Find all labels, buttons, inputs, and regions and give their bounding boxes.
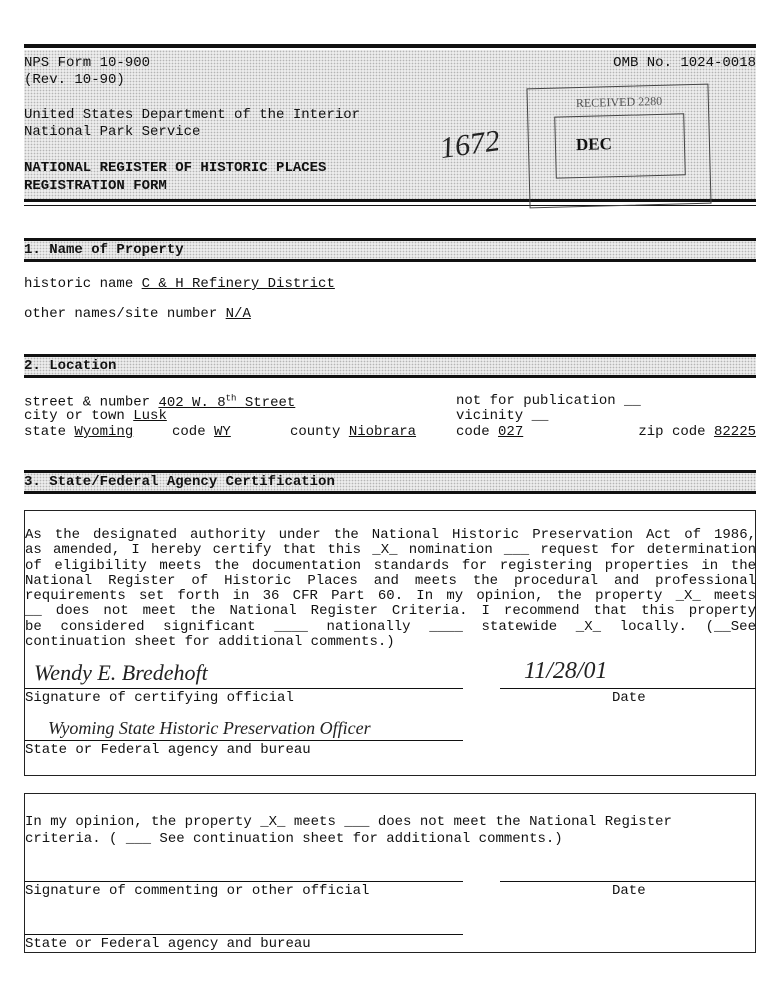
cert-line: __ does not meet the National Register Criteria. I recommend that this property <box>25 603 756 620</box>
commenting-date-label: Date <box>612 883 646 899</box>
certifying-date-handwritten: 11/28/01 <box>524 658 608 684</box>
service-name: National Park Service <box>24 124 201 140</box>
cert-line: as amended, I hereby certify that this _X_ nomination ___ request for determination <box>25 542 756 559</box>
section2-bottom-rule <box>24 375 756 378</box>
street-superscript: th <box>225 393 237 403</box>
zip-row <box>638 424 756 440</box>
street-label: street & number <box>24 394 151 411</box>
county-row <box>290 424 416 440</box>
commenting-date-line <box>500 881 756 882</box>
opinion-line1: In my opinion, the property _X_ meets ___ does not meet the National Register <box>25 814 672 830</box>
other-names-label: other names/site number <box>24 306 218 322</box>
zip-value: 82225 <box>713 424 756 440</box>
vicinity: vicinity __ <box>456 408 549 424</box>
stamp-date-text: DEC <box>575 134 613 155</box>
section1-bottom-rule <box>24 259 756 262</box>
city-row <box>24 408 167 424</box>
date-line <box>500 688 756 689</box>
state-code-label: code <box>172 424 206 440</box>
certification-text <box>25 528 756 650</box>
section2-heading: 2. Location <box>24 358 117 374</box>
opinion-line2: criteria. ( ___ See continuation sheet for additional comments.) <box>25 831 563 847</box>
certifying-date-label: Date <box>612 690 646 706</box>
county-label: county <box>290 424 341 440</box>
zip-label: zip code <box>638 424 706 440</box>
agency-line <box>25 740 463 741</box>
state-code-row <box>172 424 231 440</box>
not-for-publication: not for publication __ <box>456 393 641 409</box>
form-title-line1: NATIONAL REGISTER OF HISTORIC PLACES <box>24 160 327 176</box>
state-code-value: WY <box>214 424 231 440</box>
header-top-rule <box>24 44 756 48</box>
cert-line: requirements set forth in 36 CFR Part 60. In my opinion, the property _X_ meets <box>25 588 756 605</box>
received-stamp <box>526 84 711 209</box>
certifying-signature: Wendy E. Bredehoft <box>34 660 208 685</box>
city-value: Lusk <box>133 408 167 424</box>
certifying-signature-label: Signature of certifying official <box>25 690 294 706</box>
cert-line: continuation sheet for additional comments.) <box>25 634 395 651</box>
stamp-inner-box <box>554 113 686 178</box>
county-code-label: code <box>456 424 490 440</box>
stamp-received-text: RECEIVED 2280 <box>575 93 663 111</box>
commenting-signature-line <box>25 881 463 882</box>
form-revision: (Rev. 10-90) <box>24 72 125 88</box>
other-names-row <box>24 306 251 322</box>
historic-name-row <box>24 276 335 292</box>
form-title-line2: REGISTRATION FORM <box>24 178 167 194</box>
commenting-agency-label: State or Federal agency and bureau <box>25 936 311 952</box>
city-label: city or town <box>24 408 125 424</box>
county-code-row <box>456 424 523 440</box>
section2-heading-band <box>24 357 756 375</box>
cert-line: of eligibility meets the documentation standards for registering properties in the <box>25 557 756 574</box>
omb-number: OMB No. 1024-0018 <box>613 55 756 71</box>
cert-line: As the designated authority under the National Historic Preservation Act of 1986, <box>25 527 756 543</box>
department-name: United States Department of the Interior <box>24 107 361 123</box>
section1-heading: 1. Name of Property <box>24 242 184 258</box>
section3-bottom-rule <box>24 491 756 494</box>
street-value: 402 W. 8th Street <box>158 393 296 411</box>
commenting-agency-line <box>25 934 463 935</box>
agency-label: State or Federal agency and bureau <box>25 742 311 758</box>
state-value: Wyoming <box>74 424 134 440</box>
state-row <box>24 424 133 440</box>
cert-line: be considered significant ____ nationally ____ statewide _X_ locally. (__See <box>25 618 756 635</box>
handwritten-reference-number: 1672 <box>437 123 502 166</box>
signature-line <box>25 688 463 689</box>
state-label: state <box>24 424 67 440</box>
form-number: NPS Form 10-900 <box>24 55 151 71</box>
historic-name-value: C & H Refinery District <box>141 276 335 292</box>
section3-heading: 3. State/Federal Agency Certification <box>24 474 335 490</box>
other-names-value: N/A <box>225 306 251 322</box>
commenting-signature-label: Signature of commenting or other official <box>25 883 370 899</box>
agency-handwritten: Wyoming State Historic Preservation Officer <box>48 718 371 738</box>
county-code-value: 027 <box>498 424 524 440</box>
historic-name-label: historic name <box>24 276 134 292</box>
county-value: Niobrara <box>348 424 417 440</box>
cert-line: National Register of Historic Places and meets the procedural and professional <box>25 572 756 589</box>
